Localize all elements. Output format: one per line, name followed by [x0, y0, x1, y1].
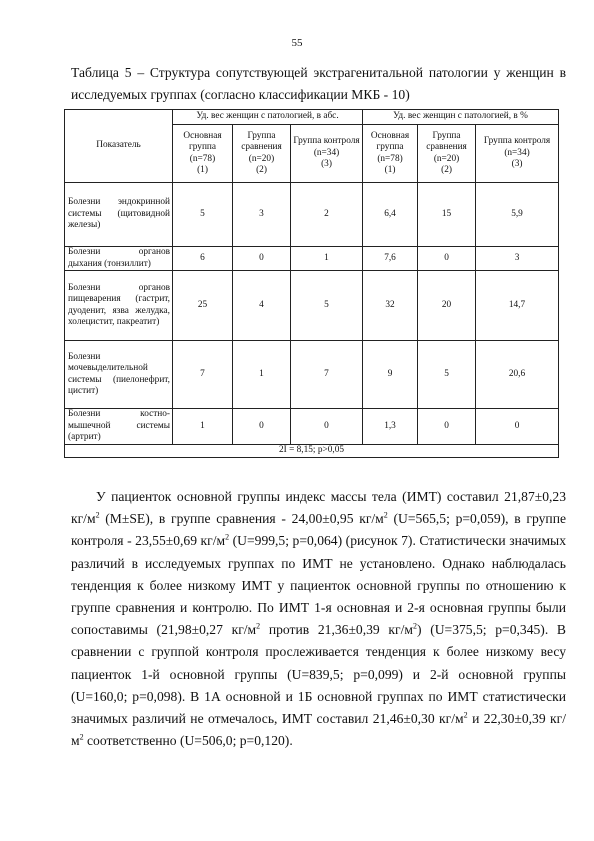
- table-cell: 6: [173, 247, 233, 271]
- group-pct-header: Уд. вес женщин с патологией, в %: [363, 110, 559, 125]
- column-header: [233, 125, 291, 183]
- table-cell: 25: [173, 271, 233, 341]
- indicator-header: Показатель: [65, 110, 173, 183]
- column-header-n: (n=78): [377, 153, 403, 164]
- table-cell: 14,7: [476, 271, 559, 341]
- column-header: [476, 125, 559, 183]
- table-cell: 20: [418, 271, 476, 341]
- stats-row: 2I = 8,15; p>0,05: [65, 445, 559, 458]
- column-header-n: (n=20): [433, 153, 460, 164]
- column-header-n: (n=20): [248, 153, 275, 164]
- table-cell: 5: [418, 341, 476, 409]
- row-label-text: Болезни органов пищеварения (гастрит, дуоденит, язва желудка, холецистит, пакреатит): [68, 282, 170, 327]
- table-row: [65, 341, 559, 409]
- column-header: [291, 125, 363, 183]
- row-label: [65, 247, 173, 271]
- comorbidity-table: [64, 109, 559, 458]
- column-header-num: (1): [384, 164, 396, 175]
- table-cell: 5: [173, 183, 233, 247]
- table-cell: 20,6: [476, 341, 559, 409]
- row-label: [65, 341, 173, 409]
- table-cell: 0: [233, 409, 291, 445]
- column-header-n: (n=34): [504, 147, 530, 158]
- group-abs-header: Уд. вес женщин с патологией, в абс.: [173, 110, 363, 125]
- table-cell: 15: [418, 183, 476, 247]
- table-row: [65, 409, 559, 445]
- column-header-name: Группа контроля: [293, 136, 360, 147]
- column-header-num: (3): [321, 159, 332, 170]
- column-header-num: (2): [256, 164, 267, 175]
- table-row: [65, 247, 559, 271]
- row-label-text: Болезни органов дыхания (тонзиллит): [68, 247, 170, 269]
- column-header-num: (1): [197, 164, 208, 175]
- table-cell: 0: [291, 409, 363, 445]
- column-header-name: Группа контроля: [483, 136, 551, 147]
- table-cell: 0: [418, 409, 476, 445]
- table-caption: Таблица 5 – Структура сопутствующей экстрагенитальной патологии у женщин в исследуемых группах (согласно классификации МКБ - 10): [71, 65, 566, 102]
- table-cell: 0: [476, 409, 559, 445]
- page-number: 55: [291, 37, 303, 49]
- column-header: [418, 125, 476, 183]
- column-header-num: (2): [441, 164, 452, 175]
- table-cell: 7: [291, 341, 363, 409]
- table-cell: 7: [173, 341, 233, 409]
- table-cell: 32: [363, 271, 418, 341]
- table-cell: 3: [476, 247, 559, 271]
- column-header-n: (n=78): [189, 153, 216, 164]
- table-cell: 1: [233, 341, 291, 409]
- table-cell: 5,9: [476, 183, 559, 247]
- row-label-text: Болезни эндокринной системы (щитовидной железы): [68, 197, 170, 231]
- table-row: [65, 271, 559, 341]
- table-cell: 9: [363, 341, 418, 409]
- table-cell: 6,4: [363, 183, 418, 247]
- column-header-name: Группа сравнения: [426, 130, 467, 153]
- row-label: [65, 409, 173, 445]
- body-paragraph: У пациенток основной группы индекс массы тела (ИМТ) составил 21,87±0,23 $кг/м^2$ (M±SE), в группе сравнения - 24,00±0,95 $кг/м^2$ (U=565,5; p=0,059), в группе контроля - 23,55±0,69 $кг/м^2$ (U=999,5; p=0,064) (рисунок 7). Статистически значимых различий в исследуемых группах по ИМТ не установлено. Однако наблюдалась тенденция к более низкому ИМТ у пациенток основной группы по отношению к группе сравнения и контролю. По ИМТ 1-я основная и 2-я основная группы были сопоставимы (21,98±0,27 $кг/м^2$ против 21,36±0,39 $кг/м^2$) (U=375,5; p=0,345). В сравнении с группой контроля прослеживается тенденция к более низкому весу пациенток 1-й основной группы (U=839,5; p=0,099) и 2-й основной группы (U=160,0; p=0,098). В 1А основной и 1Б основной группах по ИМТ статистически значимых различий не отмечалось, ИМТ составил 21,46±0,30 $кг/м^2$ и 22,30±0,39 $кг/м^2$ соответственно (U=506,0; p=0,120).: [71, 489, 567, 749]
- table-cell: 1,3: [363, 409, 418, 445]
- column-header-name: Группа сравнения: [241, 130, 282, 153]
- table-cell: 0: [233, 247, 291, 271]
- table-cell: 7,6: [363, 247, 418, 271]
- row-label-text: Болезни костно-мышечной системы (артрит): [68, 409, 170, 443]
- table-row: [65, 183, 559, 247]
- column-header-name: Основная группа: [183, 130, 222, 153]
- table-cell: 1: [291, 247, 363, 271]
- row-label-text: Болезни мочевыделительной системы (пиелонефрит, цистит): [68, 351, 170, 396]
- column-header-n: (n=34): [313, 147, 340, 158]
- column-header-name: Основная группа: [370, 130, 410, 153]
- table-cell: 2: [291, 183, 363, 247]
- table-cell: 1: [173, 409, 233, 445]
- column-header: [173, 125, 233, 183]
- column-header-num: (3): [511, 159, 523, 170]
- row-label: [65, 183, 173, 247]
- column-header: [363, 125, 418, 183]
- table-cell: 3: [233, 183, 291, 247]
- row-label: [65, 271, 173, 341]
- table-cell: 4: [233, 271, 291, 341]
- table-cell: 5: [291, 271, 363, 341]
- table-cell: 0: [418, 247, 476, 271]
